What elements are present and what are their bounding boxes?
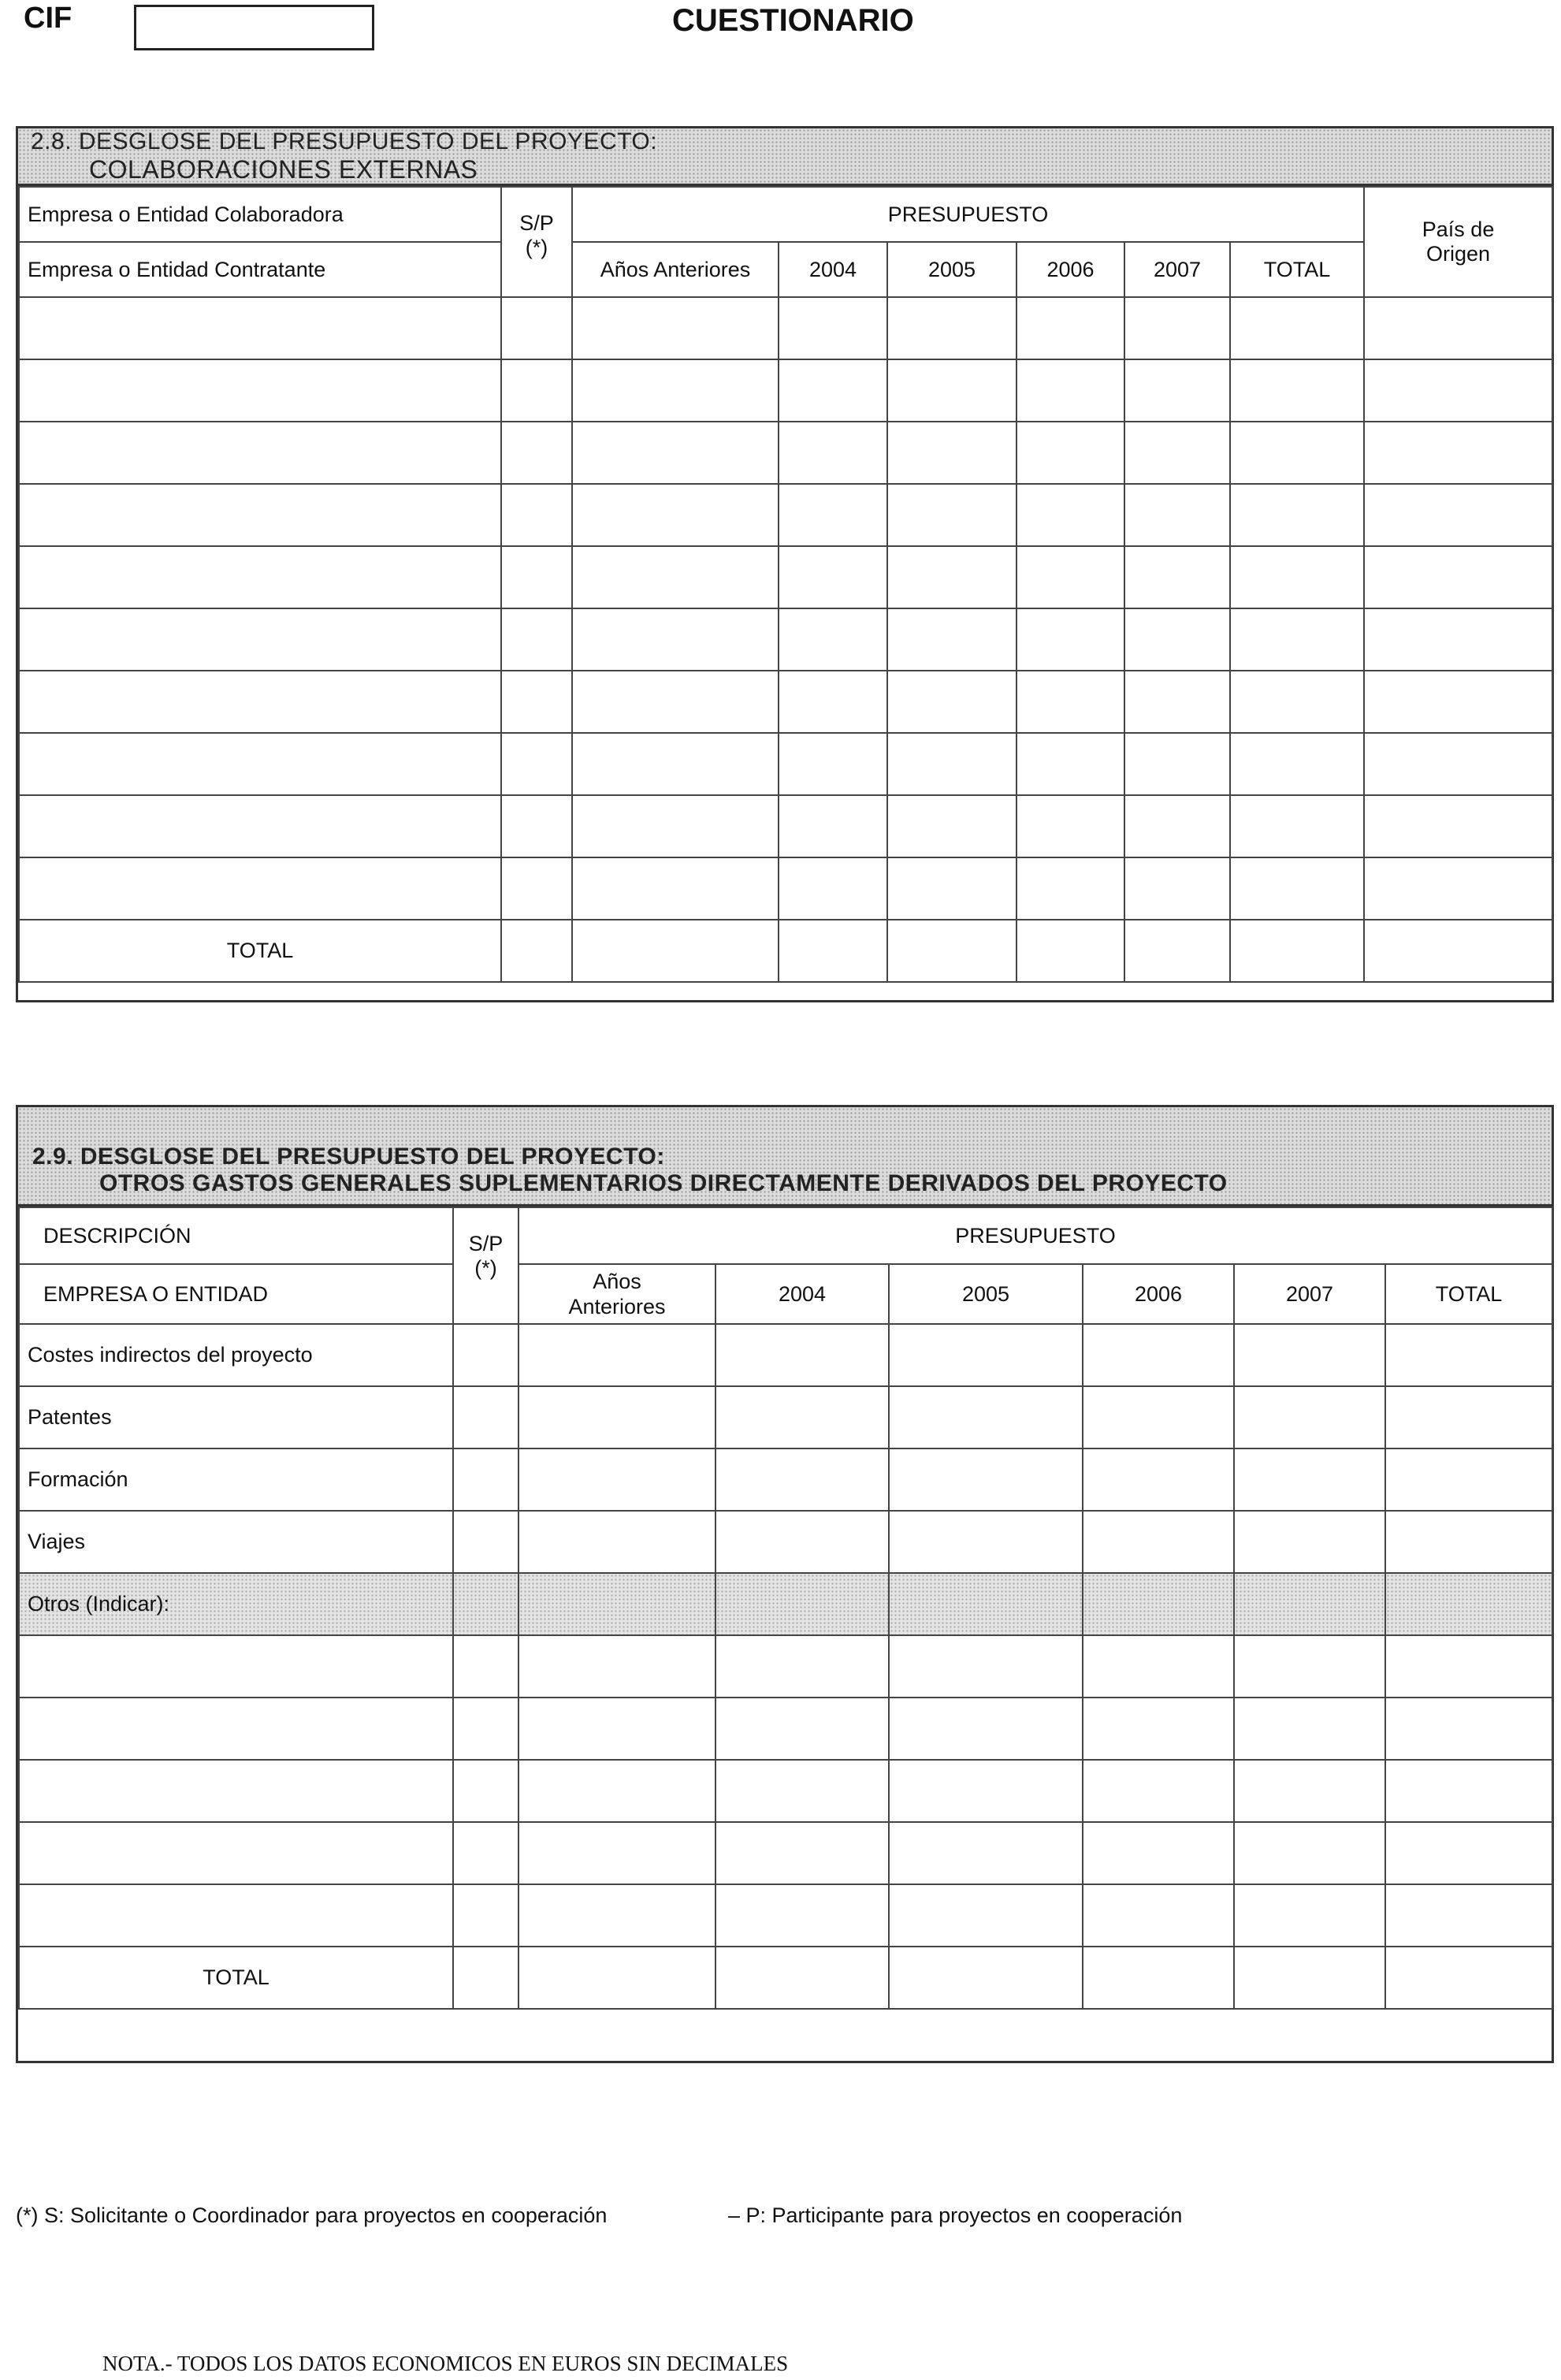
table-row <box>19 484 1552 546</box>
section-heading <box>18 1107 1552 1207</box>
col-sp <box>501 187 572 297</box>
col-descripcion: DESCRIPCIÓN <box>19 1207 453 1264</box>
col-2004: 2004 <box>779 242 887 297</box>
table-row <box>19 671 1552 733</box>
table-row <box>19 1448 1552 1511</box>
total-label: TOTAL <box>19 1947 453 2009</box>
col-anos-line2: Anteriores <box>568 1295 666 1318</box>
col-2007: 2007 <box>1234 1264 1385 1324</box>
section-colaboraciones-externas <box>16 126 1554 1002</box>
cif-label: CIF <box>24 2 72 35</box>
col-2007: 2007 <box>1124 242 1230 297</box>
table-body <box>19 297 1552 982</box>
section-heading-line2: OTROS GASTOS GENERALES SUPLEMENTARIOS DIRECTAMENTE DERIVADOS DEL PROYECTO <box>99 1170 1228 1196</box>
table-row <box>19 1635 1552 1698</box>
table-row <box>19 422 1552 484</box>
table-row <box>19 733 1552 795</box>
col-entity-colaboradora: Empresa o Entidad Colaboradora <box>19 187 501 242</box>
col-pais-line2: Origen <box>1426 242 1491 266</box>
col-pais-line1: País de <box>1422 218 1495 241</box>
section-heading <box>18 128 1552 186</box>
col-empresa: EMPRESA O ENTIDAD <box>19 1264 453 1324</box>
table-row <box>19 546 1552 608</box>
table-row <box>19 857 1552 920</box>
col-presupuesto: PRESUPUESTO <box>572 187 1364 242</box>
col-total: TOTAL <box>1230 242 1364 297</box>
table-row <box>19 1324 1552 1386</box>
col-sp-note: (*) <box>474 1256 497 1280</box>
total-label: TOTAL <box>19 920 501 982</box>
legend-participante: – P: Participante para proyectos en cooperación <box>728 2203 1183 2227</box>
col-anos-line1: Años <box>593 1270 641 1293</box>
row-label-costes: Costes indirectos del proyecto <box>19 1324 453 1386</box>
col-total: TOTAL <box>1385 1264 1552 1324</box>
row-label-otros: Otros (Indicar): <box>19 1573 453 1635</box>
col-2005: 2005 <box>889 1264 1083 1324</box>
table-row <box>19 608 1552 671</box>
total-row <box>19 1947 1552 2009</box>
section-heading-line1: 2.8. DESGLOSE DEL PRESUPUESTO DEL PROYECTO: <box>31 128 658 154</box>
table-row <box>19 1698 1552 1760</box>
row-label-formacion: Formación <box>19 1448 453 1511</box>
table-row <box>19 297 1552 359</box>
table-row <box>19 795 1552 857</box>
table-row <box>19 1760 1552 1822</box>
table-body <box>19 1324 1552 2009</box>
legend-solicitante: (*) S: Solicitante o Coordinador para proyectos en cooperación <box>16 2203 608 2227</box>
cif-input[interactable] <box>134 5 374 50</box>
nota-euros: NOTA.- TODOS LOS DATOS ECONOMICOS EN EUROS SIN DECIMALES <box>102 2352 789 2375</box>
col-2004: 2004 <box>715 1264 889 1324</box>
col-sp-label: S/P <box>519 211 554 235</box>
row-label-viajes: Viajes <box>19 1511 453 1573</box>
col-2005: 2005 <box>887 242 1017 297</box>
col-anos-anteriores <box>518 1264 715 1324</box>
table-row <box>19 1822 1552 1884</box>
page-title: CUESTIONARIO <box>672 3 914 38</box>
total-row <box>19 920 1552 982</box>
colaboraciones-table <box>18 186 1553 983</box>
table-row <box>19 1386 1552 1448</box>
row-label-patentes: Patentes <box>19 1386 453 1448</box>
section-otros-gastos <box>16 1105 1554 2063</box>
table-row <box>19 1511 1552 1573</box>
section-heading-line1: 2.9. DESGLOSE DEL PRESUPUESTO DEL PROYECTO: <box>32 1144 665 1170</box>
col-pais-origen <box>1364 187 1552 297</box>
col-presupuesto: PRESUPUESTO <box>518 1207 1552 1264</box>
table-row-otros <box>19 1573 1552 1635</box>
section-heading-line2: COLABORACIONES EXTERNAS <box>89 155 478 184</box>
col-sp <box>453 1207 518 1324</box>
table-row <box>19 359 1552 422</box>
col-2006: 2006 <box>1083 1264 1234 1324</box>
table-row <box>19 1884 1552 1947</box>
col-anos-anteriores: Años Anteriores <box>572 242 779 297</box>
col-sp-label: S/P <box>468 1232 504 1255</box>
otros-gastos-table <box>18 1207 1553 2010</box>
col-2006: 2006 <box>1017 242 1124 297</box>
col-entity-contratante: Empresa o Entidad Contratante <box>19 242 501 297</box>
col-sp-note: (*) <box>525 236 548 259</box>
